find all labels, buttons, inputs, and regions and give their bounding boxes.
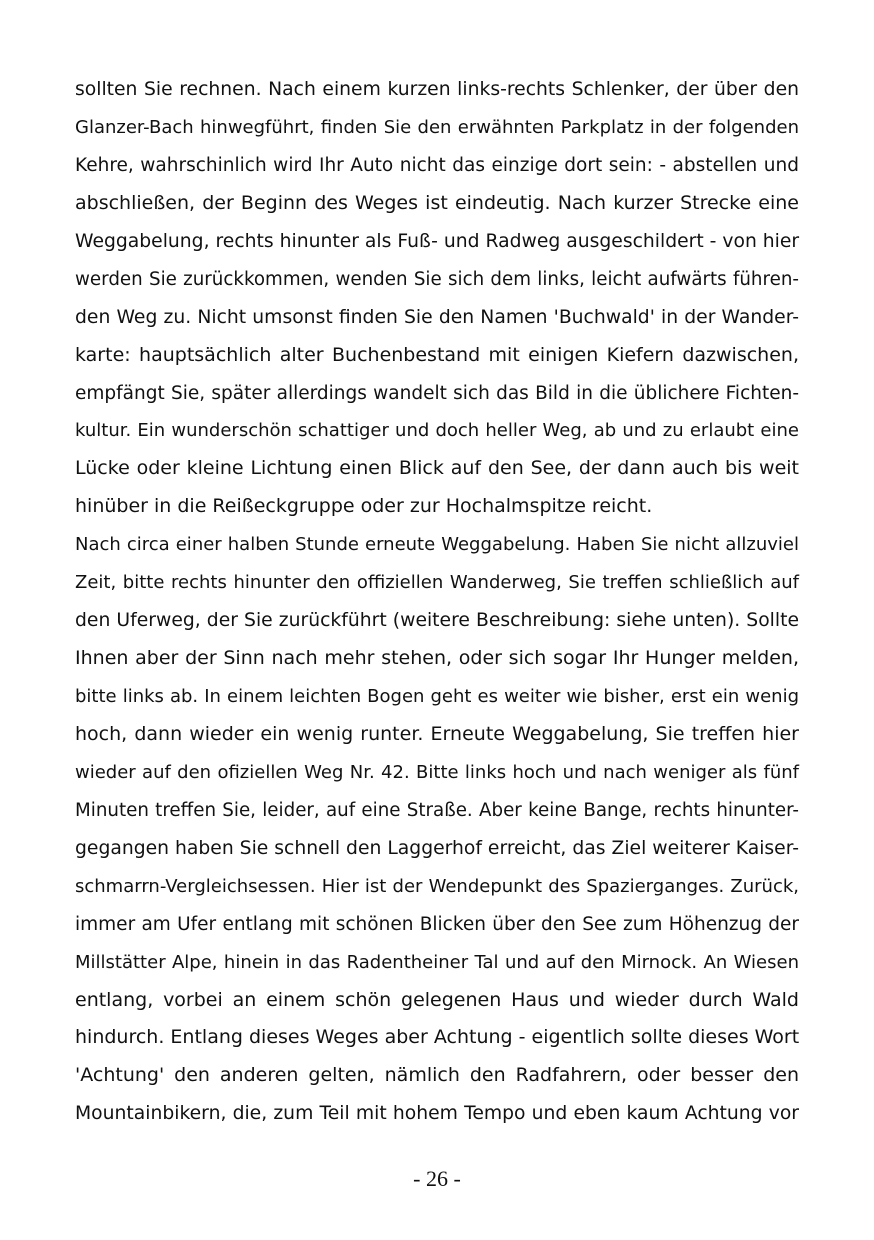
text-line: Zeit, bitte rechts hinunter den offiziellen Wanderweg, Sie treffen schließlich auf xyxy=(75,572,799,594)
text-line: wieder auf den ofiziellen Weg Nr. 42. Bitte links hoch und nach weniger als fünf xyxy=(75,761,799,783)
body-text xyxy=(75,71,799,1133)
text-line: schmarrn-Vergleichsessen. Hier ist der Wendepunkt des Spazierganges. Zurück, xyxy=(75,875,799,897)
page-number: - 26 - xyxy=(413,1166,461,1191)
text-line: entlang, vorbei an einem schön gelegenen Haus und wieder durch Wald xyxy=(75,988,799,1011)
text-line: abschließen, der Beginn des Weges ist eindeutig. Nach kurzer Strecke eine xyxy=(75,191,799,214)
text-line: Kehre, wahrschinlich wird Ihr Auto nicht das einzige dort sein: - abstellen und xyxy=(75,154,799,176)
text-line: hindurch. Entlang dieses Weges aber Achtung - eigentlich sollte dieses Wort xyxy=(75,1026,800,1049)
text-line: kultur. Ein wunderschön schattiger und doch heller Weg, ab und zu erlaubt eine xyxy=(75,420,799,442)
text-line: empfängt Sie, später allerdings wandelt sich das Bild in die üblichere Fichten- xyxy=(75,382,799,404)
text-line: hinüber in die Reißeckgruppe oder zur Hochalmspitze reicht. xyxy=(75,495,653,518)
text-line: Millstätter Alpe, hinein in das Radentheiner Tal und auf den Mirnock. An Wiesen xyxy=(75,951,799,973)
text-line: Glanzer-Bach hinwegführt, finden Sie den erwähnten Parkplatz in der folgenden xyxy=(75,116,799,138)
text-line: karte: hauptsächlich alter Buchenbestand mit einigen Kiefern dazwischen, xyxy=(75,343,799,366)
text-line: Weggabelung, rechts hinunter als Fuß- und Radweg ausgeschildert - von hier xyxy=(75,230,800,252)
text-line: sollten Sie rechnen. Nach einem kurzen links-rechts Schlenker, der über den xyxy=(75,79,799,100)
text-line: immer am Ufer entlang mit schönen Blicken über den See zum Höhenzug der xyxy=(75,913,799,935)
text-line: bitte links ab. In einem leichten Bogen geht es weiter wie bisher, erst ein wenig xyxy=(75,686,799,707)
text-line: Minuten treffen Sie, leider, auf eine Straße. Aber keine Bange, rechts hinunter- xyxy=(75,799,799,821)
text-line: den Uferweg, der Sie zurückführt (weitere Beschreibung: siehe unten). Sollte xyxy=(75,610,799,632)
text-line: den Weg zu. Nicht umsonst finden Sie den Namen 'Buchwald' in der Wander- xyxy=(75,306,799,328)
text-line: gegangen haben Sie schnell den Laggerhof erreicht, das Ziel weiterer Kaiser- xyxy=(75,837,799,859)
text-line: Mountainbikern, die, zum Teil mit hohem Tempo und eben kaum Achtung vor xyxy=(75,1103,799,1125)
text-line: Nach circa einer halben Stunde erneute Weggabelung. Haben Sie nicht allzuviel xyxy=(75,534,799,556)
text-line: Lücke oder kleine Lichtung einen Blick auf den See, der dann auch bis weit xyxy=(75,457,799,480)
text-line: hoch, dann wieder ein wenig runter. Erneute Weggabelung, Sie treffen hier xyxy=(75,722,799,745)
text-line: 'Achtung' den anderen gelten, nämlich den Radfahrern, oder besser den xyxy=(75,1064,799,1087)
text-line: Ihnen aber der Sinn nach mehr stehen, oder sich sogar Ihr Hunger melden, xyxy=(75,647,799,670)
text-line: werden Sie zurückkommen, wenden Sie sich dem links, leicht aufwärts führen- xyxy=(75,268,799,290)
